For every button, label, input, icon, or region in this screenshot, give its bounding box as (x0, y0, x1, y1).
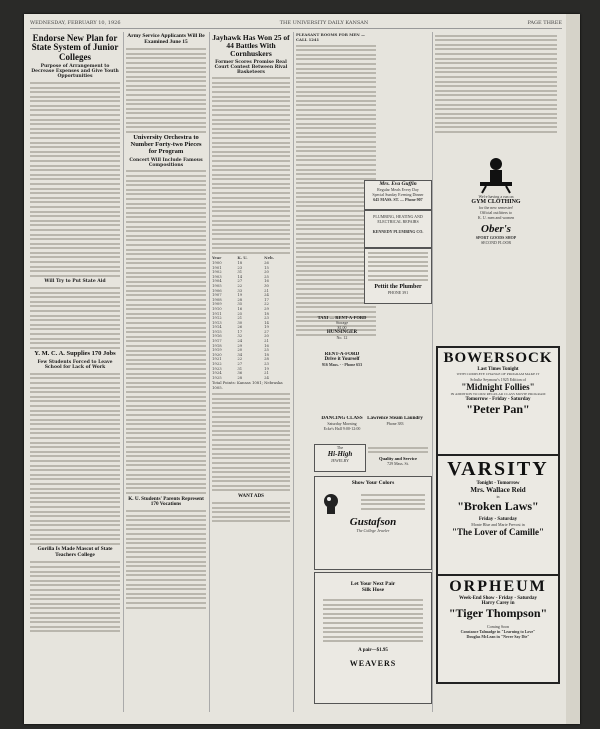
weavers-line: Silk Hose (361, 587, 385, 593)
gustafson-title: Show Your Colors (351, 480, 395, 486)
table-cell: 1903 (212, 273, 222, 279)
masthead (30, 18, 562, 29)
table-cell: 35 (237, 301, 243, 307)
taxi-title: TAXI — RENT-A-FORD (317, 315, 367, 320)
table-cell: 21 (237, 315, 243, 321)
pettit-phone: PHONE 391 (387, 289, 409, 295)
hi-high-line: The (336, 445, 344, 450)
ad-orpheum (436, 574, 560, 684)
table-header-cell: K. U. (237, 255, 248, 261)
page-edge (566, 14, 580, 724)
varsity-line: in (496, 494, 500, 499)
rent-line: Drive it Yourself (324, 357, 360, 362)
table-cell: 24 (237, 338, 243, 344)
masthead-page: PAGE THREE (527, 20, 562, 26)
taxi-number: No. 12 (336, 335, 348, 340)
table-cell: 22 (264, 301, 269, 307)
quality-text (366, 447, 430, 454)
weavers-text (323, 599, 423, 642)
masthead-title: THE UNIVERSITY DAILY KANSAN (279, 20, 369, 26)
gym-illustration (436, 154, 556, 194)
table-cell: 20 (264, 333, 269, 339)
table-cell: 1922 (212, 361, 222, 367)
table-cell: 14 (237, 273, 243, 279)
varsity-title: VARSITY (447, 458, 549, 480)
ad-taxi (313, 315, 371, 349)
bowersock-show: "Midnight Follies" (461, 382, 535, 392)
table-cell: 19 (264, 324, 269, 330)
table-cell: 20 (237, 347, 243, 353)
table-cell: 16 (264, 342, 269, 348)
table-cell: 1915 (212, 328, 222, 334)
column-rule (123, 32, 124, 712)
table-cell: 1925 (212, 374, 222, 380)
subhead-ymca-jobs: Few Students Forced to Leave School for Lack of Work (37, 360, 113, 371)
bowersock-line: Schultz Seymour's 1925 Edition of (470, 377, 526, 382)
table-header-cell: Year (212, 255, 222, 261)
obers-floor: SECOND FLOOR (480, 240, 512, 245)
table-cell: 26 (264, 259, 269, 265)
obers-sub: SPORT GOODS SHOP (475, 235, 517, 240)
table-cell: 17 (264, 296, 269, 302)
table-cell: 36 (237, 370, 243, 376)
rent-address: 916 Mass. - - Phone 653 (321, 362, 363, 367)
headline-junior-colleges: Endorse New Plan for State System of Junior Colleges (31, 33, 119, 62)
table-cell: 24 (264, 292, 269, 298)
headline-parents-vocations: K. U. Students' Parents Represent 170 Vocations (128, 495, 204, 508)
taxi-name: HUNSINGER (326, 330, 358, 335)
table-cell: 18 (264, 310, 269, 316)
table-cell: 16 (237, 305, 243, 311)
orpheum-movie: "Tiger Thompson" (448, 606, 548, 620)
obers-gym-clothing: GYM CLOTHING (471, 199, 521, 205)
table-cell: 14 (264, 319, 269, 325)
bowersock-line: Last Times Tonight (477, 367, 519, 372)
table-cell: 1905 (212, 282, 222, 288)
ad-bowersock (436, 346, 560, 458)
classified-top: PLEASANT ROOMS FOR MEN — CALL 1241 (296, 32, 365, 42)
table-cell: 26 (237, 324, 243, 330)
gustafson-name: Gustafson (349, 515, 397, 528)
guffin-name: Mrs. Eva Guffin (379, 181, 417, 187)
table-cell: 1906 (212, 287, 222, 293)
orpheum-line: Constance Talmadge in "Learning to Love" (460, 629, 536, 634)
table-cell: 19 (237, 292, 243, 298)
article-text (212, 393, 290, 491)
ad-varsity (436, 454, 560, 576)
table-cell: 31 (237, 365, 243, 371)
varsity-line: Friday - Saturday (478, 517, 518, 522)
table-cell: 1908 (212, 296, 222, 302)
taxi-line: Storage (335, 320, 349, 325)
ad-hi-high-jewelry (314, 444, 366, 472)
subhead-state-aid: Will Try to Put State Aid (44, 279, 106, 285)
quality-address: 729 Mass. St. (387, 460, 409, 466)
headline-jayhawk-battles: Jayhawk Has Won 25 of 44 Battles With Cornhuskers (212, 33, 290, 58)
hi-high-line: JEWELRY (331, 458, 349, 463)
table-cell: 27 (237, 361, 243, 367)
orpheum-line: Coming Soon (486, 624, 510, 629)
total-points: Total Points: Kansas 1081; Nebraska 1005. (212, 380, 283, 391)
table-cell: 30 (237, 319, 243, 325)
ad-gustafson (314, 476, 432, 570)
plumbing-title: PLUMBING, HEATING AND ELECTRICAL REPAIRS (373, 214, 423, 224)
headline-ymca-jobs: Y. M. C. A. Supplies 170 Jobs (34, 350, 116, 358)
table-cell: 1904 (212, 278, 222, 284)
table-cell: 19 (264, 365, 269, 371)
article-text (30, 82, 120, 277)
table-cell: 20 (264, 269, 269, 275)
quality-title: Quality and Service (379, 455, 417, 461)
table-cell: 23 (237, 264, 243, 270)
table-cell: 29 (264, 305, 269, 311)
table-cell: 1916 (212, 333, 222, 339)
orpheum-line: Harry Carey in (481, 601, 515, 606)
orpheum-line: Douglas McLean in "Never Say Die" (466, 634, 530, 639)
table-cell: 27 (237, 278, 243, 284)
table-cell: 17 (237, 328, 243, 334)
obers-name: Ober's (481, 223, 511, 235)
masthead-date: WEDNESDAY, FEBRUARY 10, 1926 (30, 20, 121, 26)
table-cell: 29 (237, 342, 243, 348)
table-cell: 30 (264, 282, 269, 288)
subhead-orchestra: Concert Will Include Famous Compositions (129, 157, 203, 168)
want-ads-heading: WANT ADS (238, 494, 264, 500)
classified-text (435, 35, 557, 133)
table-cell: 21 (264, 287, 269, 293)
ad-quality-service (366, 444, 430, 470)
laundry-phone: Phone 383 (386, 421, 404, 426)
bowersock-line: WITH COMPLETE CHANGE OF PROGRAM MAKE IT (456, 372, 540, 376)
table-cell: 25 (264, 273, 269, 279)
table-cell: 1910 (212, 305, 222, 311)
table-cell: 21 (264, 370, 269, 376)
article-text (126, 48, 206, 133)
table-cell: 1909 (212, 301, 222, 307)
dancing-line: Ecke's Hall 9:00-12:00 (323, 426, 361, 431)
table-cell: 22 (237, 356, 243, 362)
table-cell: 28 (237, 296, 243, 302)
varsity-line: Mrs. Wallace Reid (470, 486, 526, 494)
guffin-line: Special Sunday Evening Dinner (372, 192, 424, 197)
ad-pettit-plumber (364, 248, 432, 304)
orpheum-line: Week-End Show - Friday - Saturday (459, 596, 537, 601)
table-cell: 31 (237, 269, 243, 275)
bowersock-line: Tomorrow - Friday - Saturday (465, 397, 531, 402)
pettit-text (365, 252, 431, 282)
rent-title: RENT-A-FORD (324, 352, 360, 357)
orpheum-title: ORPHEUM (449, 578, 547, 595)
gustafson-text (361, 494, 425, 510)
column-rule (293, 32, 294, 712)
table-cell: 1912 (212, 315, 222, 321)
weavers-line: Let Your Next Pair (350, 581, 396, 587)
table-cell: 1919 (212, 347, 222, 353)
table-cell: 1918 (212, 342, 222, 348)
ad-rent-a-ford (313, 352, 371, 376)
table-cell: 18 (237, 259, 243, 265)
table-cell: 24 (264, 374, 269, 380)
headline-army-service: Army Service Applicants Will Be Examined June 15 (127, 33, 205, 45)
table-cell: 32 (237, 333, 243, 339)
ad-mrs-guffin (364, 180, 432, 210)
hi-high-name: Hi-High (327, 450, 353, 458)
table-cell: 34 (237, 351, 243, 357)
varsity-movie-2: "The Lover of Camille" (451, 527, 545, 537)
table-cell: 1900 (212, 259, 222, 265)
table-cell: 1920 (212, 351, 222, 357)
table-cell: 25 (264, 347, 269, 353)
subhead-junior-colleges: Purpose of Arrangement to Decrease Expenses and Give Youth Opportunities (31, 64, 119, 80)
weavers-price: A pair—$1.95 (358, 648, 388, 654)
table-cell: 1924 (212, 370, 222, 376)
article-text (30, 373, 120, 545)
bowersock-movie: "Peter Pan" (466, 402, 530, 416)
ad-obers (436, 154, 556, 274)
ad-kennedy-plumbing (364, 210, 432, 248)
guffin-addr: 645 MASS. ST. — Phone 907 (373, 197, 423, 202)
scores-table (212, 256, 290, 380)
table-cell: 1911 (212, 310, 222, 316)
gustafson-sub: The College Jeweler (356, 527, 390, 533)
varsity-line: Tonight - Tomorrow (476, 481, 520, 486)
column-rule (209, 32, 210, 712)
headline-gorilla-mascot: Gorilla Is Made Mascot of State Teachers College (37, 546, 113, 559)
table-cell: 21 (264, 338, 269, 344)
dancing-title: DANCING CLASS (321, 416, 363, 421)
article-text (30, 287, 120, 349)
obers-line: We're having a run on (478, 194, 514, 199)
bowersock-line: IN ADDITION TO OUR REGULAR CLASS MOVIE PROGRAM (450, 392, 546, 396)
table-cell: 1921 (212, 356, 222, 362)
table-cell: 1923 (212, 365, 222, 371)
ad-weavers (314, 572, 432, 704)
table-cell: 33 (237, 287, 243, 293)
jayhawk-illustration (321, 491, 341, 515)
headline-orchestra: University Orchestra to Number Forty-two Pieces for Program (130, 134, 202, 156)
plumbing-name: KENNEDY PLUMBING CO. (372, 229, 424, 234)
obers-line: for the new semester! (478, 205, 514, 210)
table-cell: 27 (264, 328, 269, 334)
laundry-name: Lawrence Steam Laundry (367, 416, 423, 421)
classified-text (212, 502, 290, 522)
dancing-line: Saturday Morning (327, 421, 357, 426)
column-3 (212, 32, 290, 712)
article-text (212, 77, 290, 254)
column-5-top (435, 32, 557, 152)
table-cell: 1914 (212, 324, 222, 330)
column-2 (126, 32, 206, 712)
table-cell: 28 (237, 374, 243, 380)
table-cell: 23 (264, 361, 269, 367)
newspaper-page (24, 14, 580, 724)
subhead-jayhawk-battles: Former Scores Promise Real Court Contest Between Rival Basketeers (214, 59, 288, 75)
obers-line: Official outfitters to (480, 210, 512, 215)
table-cell: 1902 (212, 269, 222, 275)
table-cell: 1917 (212, 338, 222, 344)
bowersock-title: BOWERSOCK (443, 350, 553, 366)
ad-steam-laundry (360, 416, 430, 438)
table-cell: 22 (237, 282, 243, 288)
varsity-movie: "Broken Laws" (457, 499, 539, 513)
column-1 (30, 32, 120, 712)
article-text (126, 170, 206, 494)
article-text (126, 510, 206, 608)
column-rule (432, 32, 433, 712)
article-text (30, 561, 120, 632)
varsity-line: Monte Blue and Marie Prevost in (471, 522, 525, 527)
pettit-name: Pettit the Plumber (374, 283, 422, 290)
table-header-cell: Neb. (264, 255, 274, 261)
table-cell: 15 (264, 264, 269, 270)
table-cell: 1901 (212, 264, 222, 270)
weavers-name: WEAVERS (349, 659, 397, 669)
table-cell: 23 (264, 315, 269, 321)
table-cell: 16 (264, 278, 269, 284)
table-cell: 25 (237, 310, 243, 316)
table-cell: 1913 (212, 319, 222, 325)
taxi-line: $1.00 (337, 325, 347, 330)
table-cell: 18 (264, 351, 269, 357)
guffin-line: Regular Meals Every Day (377, 187, 419, 192)
obers-line: K. U. men and women (477, 215, 515, 220)
table-cell: 28 (264, 356, 269, 362)
table-cell: 1907 (212, 292, 222, 298)
